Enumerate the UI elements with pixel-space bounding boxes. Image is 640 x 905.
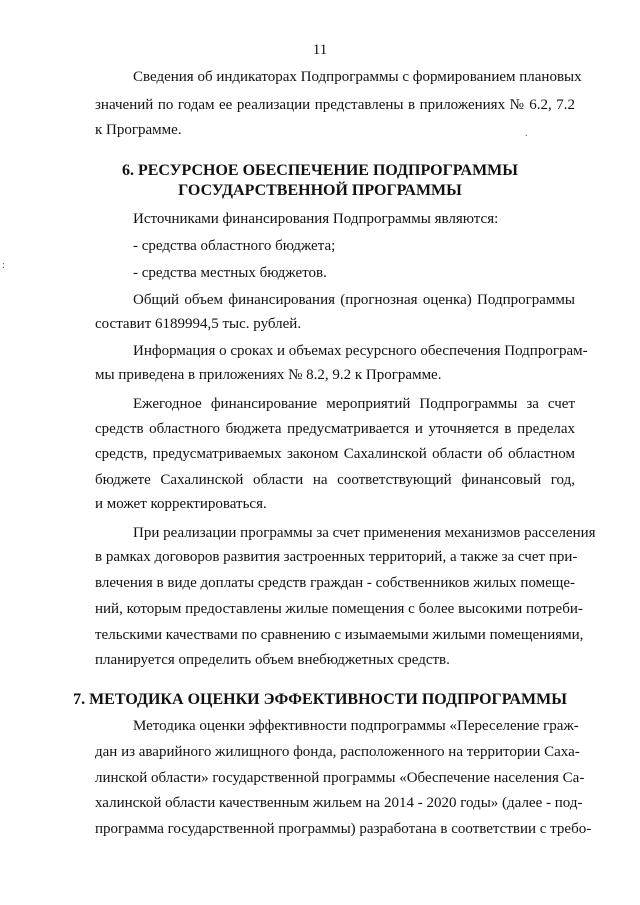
intro-line: значений по годам ее реализации представлены в приложениях № 6.2, 7.2 bbox=[95, 97, 575, 113]
section-6-line: средств областного бюджета предусматривается и уточняется в пределах bbox=[95, 421, 575, 437]
section-6-line: влечения в виде доплаты средств граждан - собственников жилых помеще- bbox=[95, 575, 576, 591]
scan-mark: : bbox=[2, 260, 5, 271]
section-6-line: - средства областного бюджета; bbox=[133, 238, 336, 254]
section-6-line: тельскими качествами по сравнению с изымаемыми жилыми помещениями, bbox=[95, 627, 584, 643]
section-6-line: мы приведена в приложениях № 8.2, 9.2 к Программе. bbox=[95, 367, 442, 383]
section-6-line: в рамках договоров развития застроенных территорий, а также за счет при- bbox=[95, 549, 578, 565]
section-6-line: При реализации программы за счет применения механизмов расселения bbox=[133, 525, 596, 541]
section-6-title-line-1: 6. РЕСУРСНОЕ ОБЕСПЕЧЕНИЕ ПОДПРОГРАММЫ bbox=[121, 162, 518, 179]
section-6-line: ний, которым предоставлены жилые помещения с более высокими потреби- bbox=[95, 601, 583, 617]
section-6-line: средств, предусматриваемых законом Сахалинской области об областном bbox=[95, 446, 575, 462]
section-6-line: планируется определить объем внебюджетных средств. bbox=[95, 652, 450, 668]
section-7-line: Методика оценки эффективности подпрограммы «Переселение граж- bbox=[133, 718, 579, 734]
section-6-line: бюджете Сахалинской области на соответствующий финансовый год, bbox=[95, 472, 575, 488]
scan-mark: . bbox=[525, 128, 528, 139]
section-6-line: и может корректироваться. bbox=[95, 496, 267, 512]
section-6-line: Ежегодное финансирование мероприятий Подпрограммы за счет bbox=[133, 396, 575, 412]
section-6-line: Общий объем финансирования (прогнозная оценка) Подпрограммы bbox=[133, 292, 575, 308]
page-number: 11 bbox=[312, 42, 328, 58]
section-6-line: - средства местных бюджетов. bbox=[133, 265, 327, 281]
section-6-line: составит 6189994,5 тыс. рублей. bbox=[95, 316, 302, 332]
section-7-line: дан из аварийного жилищного фонда, расположенного на территории Саха- bbox=[95, 744, 580, 760]
section-7-line: программа государственной программы) разработана в соответствии с требо- bbox=[95, 821, 592, 837]
section-7-line: линской области» государственной программы «Обеспечение населения Са- bbox=[95, 770, 585, 786]
section-6-title-line-2: ГОСУДАРСТВЕННОЙ ПРОГРАММЫ bbox=[178, 182, 462, 199]
intro-line: к Программе. bbox=[95, 122, 182, 138]
section-7-line: халинской области качественным жильем на 2014 - 2020 годы» (далее - под- bbox=[95, 795, 583, 811]
section-7-title: 7. МЕТОДИКА ОЦЕНКИ ЭФФЕКТИВНОСТИ ПОДПРОГРАММЫ bbox=[73, 691, 567, 708]
section-6-line: Информация о сроках и объемах ресурсного обеспечения Подпрограм- bbox=[133, 343, 588, 359]
section-6-line: Источниками финансирования Подпрограммы являются: bbox=[133, 211, 499, 227]
intro-line: Сведения об индикаторах Подпрограммы с формированием плановых bbox=[133, 69, 582, 85]
